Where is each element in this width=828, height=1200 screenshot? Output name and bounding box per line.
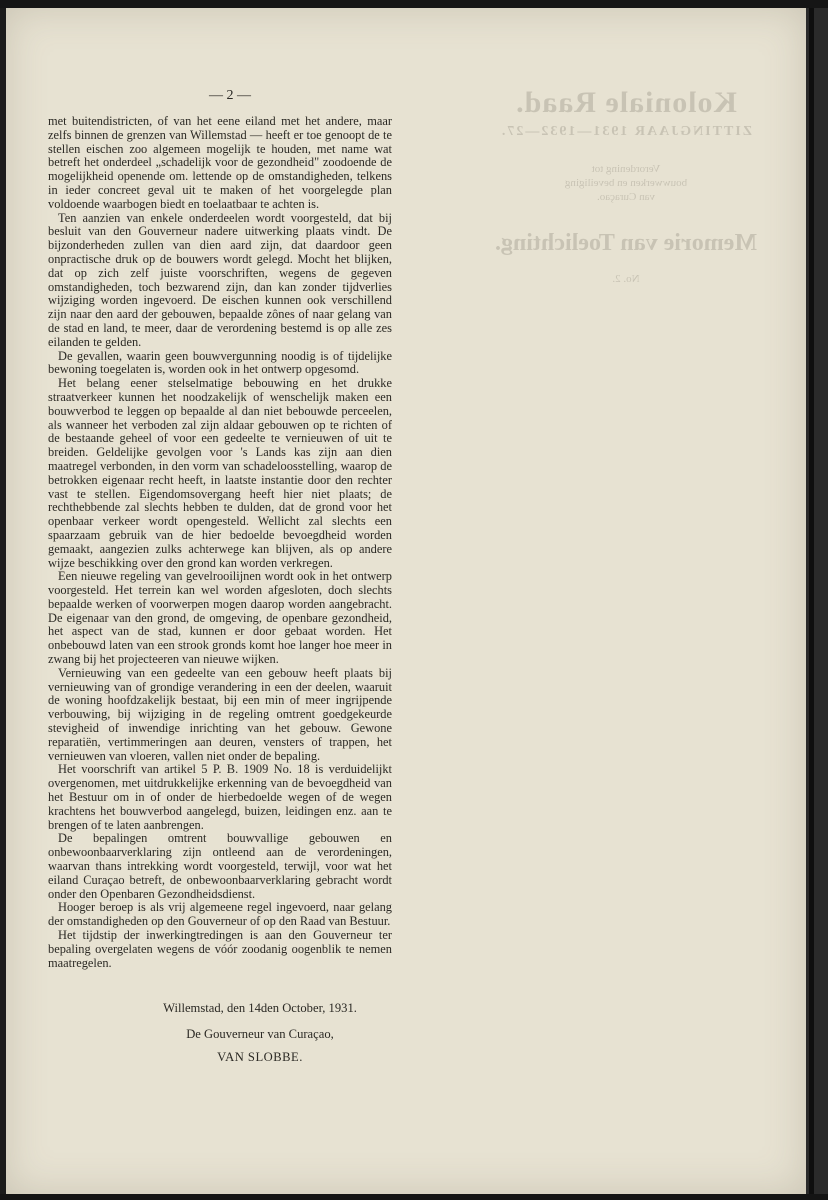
signatory-role: De Gouverneur van Curaçao,	[186, 1027, 334, 1041]
paragraph: Het belang eener stelselmatige bebouwing en het drukke straatverkeer kunnen het noodzakelijk of wenschelijk maken een bouwverbod te leggen op bepaalde al dan niet bebouwde perceelen, als wanneer het verboden zal zijn aldaar gebouwen op te richten of de bestaande geheel of voor een gedeelte te vernieuwen of uit te breiden. Geldelijke gevolgen voor 's Lands kas zijn aan dien maatregel verbonden, in den vorm van schadeloosstelling, waarop de betrokken eigenaar recht heeft, in laatste instantie door den rechter vast te stellen. Eigendomsovergang heeft hier niet plaats; de rechthebbende zal slechts hebben te dulden, dat de grond voor het openbaar verkeer wordt opengesteld. Wellicht zal slechts een spaarzaam gebruik van de hier bedoelde bevoegdheid worden gemaakt, aangezien zulks achterwege kan blijven, als op andere wijze beschikking over den grond kan worden verkregen.	[48, 376, 392, 570]
place-date: Willemstad, den 14den October, 1931.	[163, 1001, 357, 1015]
bleed-subtitle: ZITTINGJAAR 1931—1932—27.	[499, 124, 753, 139]
body-text	[48, 115, 392, 970]
paragraph: Het voorschrift van artikel 5 P. B. 1909 No. 18 is verduidelijkt overgenomen, met uitdrukkelijke erkenning van de bevoegdheid van het Bestuur om in of onder de hierbedoelde wegen of de wegen krachtens het bouwverbod aangelegd, buizen, leidingen enz. aan te brengen of te laten aanbrengen.	[48, 762, 392, 832]
bleed-heading: Memorie van Toelichting.	[495, 230, 757, 256]
paragraph: Het tijdstip der inwerkingtredingen is aan den Gouverneur ter bepaling overgelaten wegens de vóór zoodanig oogenblik te nemen maatregelen.	[48, 928, 392, 970]
page-number: — 2 —	[209, 88, 251, 103]
bleed-line: van Curaçao.	[596, 191, 656, 203]
bleed-line: bouwwerken en beveiliging	[564, 177, 688, 189]
bleed-lines	[466, 162, 786, 204]
scan-right-border	[806, 8, 828, 1200]
bleed-line: Verordening tot	[591, 163, 661, 175]
paragraph: met buitendistricten, of van het eene eiland met het andere, maar zelfs binnen de grenzen van Willemstad — heeft er toe genoopt de te stellen eischen zoo algemeen mogelijk te houden, met name wat betreft het onderdeel „schadelijk voor de gezondheid" zoodoende de mogelijkheid openende om. lettende op de omstandigheden, telkens in ieder concreet geval uit te maken of het voorgelegde plan voldoende waarbogen biedt en toelaatbaar te achten is.	[48, 114, 392, 211]
scan-top-border	[0, 0, 828, 8]
paragraph: Een nieuwe regeling van gevelrooilijnen wordt ook in het ontwerp voorgesteld. Het terrein kan wel worden afgesloten, doch slechts bepaalde werken of voorwerpen mogen daarop worden aangebracht. De eigenaar van den grond, de omgeving, de openbare gezondheid, het aspect van de stad, kunnen er door gebaat worden. Het onbebouwd laten van een strook gronds komt hoe langer hoe meer in zwang bij het projecteeren van nieuwe wijken.	[48, 569, 392, 667]
scan-bottom-border	[0, 1194, 828, 1200]
bleed-number: No. 2.	[612, 273, 640, 285]
paragraph: De bepalingen omtrent bouwvallige gebouwen en onbewoonbaarverklaring zijn ontleend aan de verordeningen, waarvan thans intrekking wordt voorgesteld, terwijl, voor wat het eiland Curaçao betreft, de onbewoonbaarverklaring gebracht wordt onder den Openbaren Gezondheidsdienst.	[48, 831, 392, 901]
bleed-through-text	[466, 78, 786, 338]
paragraph: Ten aanzien van enkele onderdeelen wordt voorgesteld, dat bij besluit van den Gouverneur nadere uitwerking plaats vindt. De bijzonderheden zullen van dien aard zijn, dat daardoor geen onpractische druk op de bouwers wordt gelegd. Mocht het blijken, dat op zich zelf juiste voorschriften, wegens de gegeven omstandigheden, toch bezwarend zijn, dan kan zonder tijdverlies wijziging worden ingevoerd. De eischen kunnen ook verschillend zijn naar den aard der gebouwen, bepaalde zônes of naar gelang van de stad en land, te meer, daar de verordening bestemd is op alle zes eilanden te gelden.	[48, 210, 392, 349]
bleed-title: Koloniale Raad.	[515, 86, 737, 119]
paragraph: Hooger beroep is als vrij algemeene regel ingevoerd, naar gelang der omstandigheden op den Gouverneur of op den Raad van Bestuur.	[48, 900, 392, 929]
signatory-name: VAN SLOBBE.	[217, 1050, 303, 1064]
paragraph: Vernieuwing van een gedeelte van een gebouw heeft plaats bij vernieuwing van of grondige verandering in een der deelen, waaruit de woning hoofdzakelijk bestaat, bij een min of meer ingrijpende verbouwing, bij wijziging in de regeling omtrent goedgekeurde stevigheid of inwendige inrichting van het gebouw. Gewone reparatiën, vertimmeringen aan deuren, vensters of trappen, het vernieuwen van vloeren, vallen niet onder de bepaling.	[48, 665, 392, 763]
paragraph: De gevallen, waarin geen bouwvergunning noodig is of tijdelijke bewoning toegelaten is, worden ook in het ontwerp opgesomd.	[48, 348, 392, 377]
